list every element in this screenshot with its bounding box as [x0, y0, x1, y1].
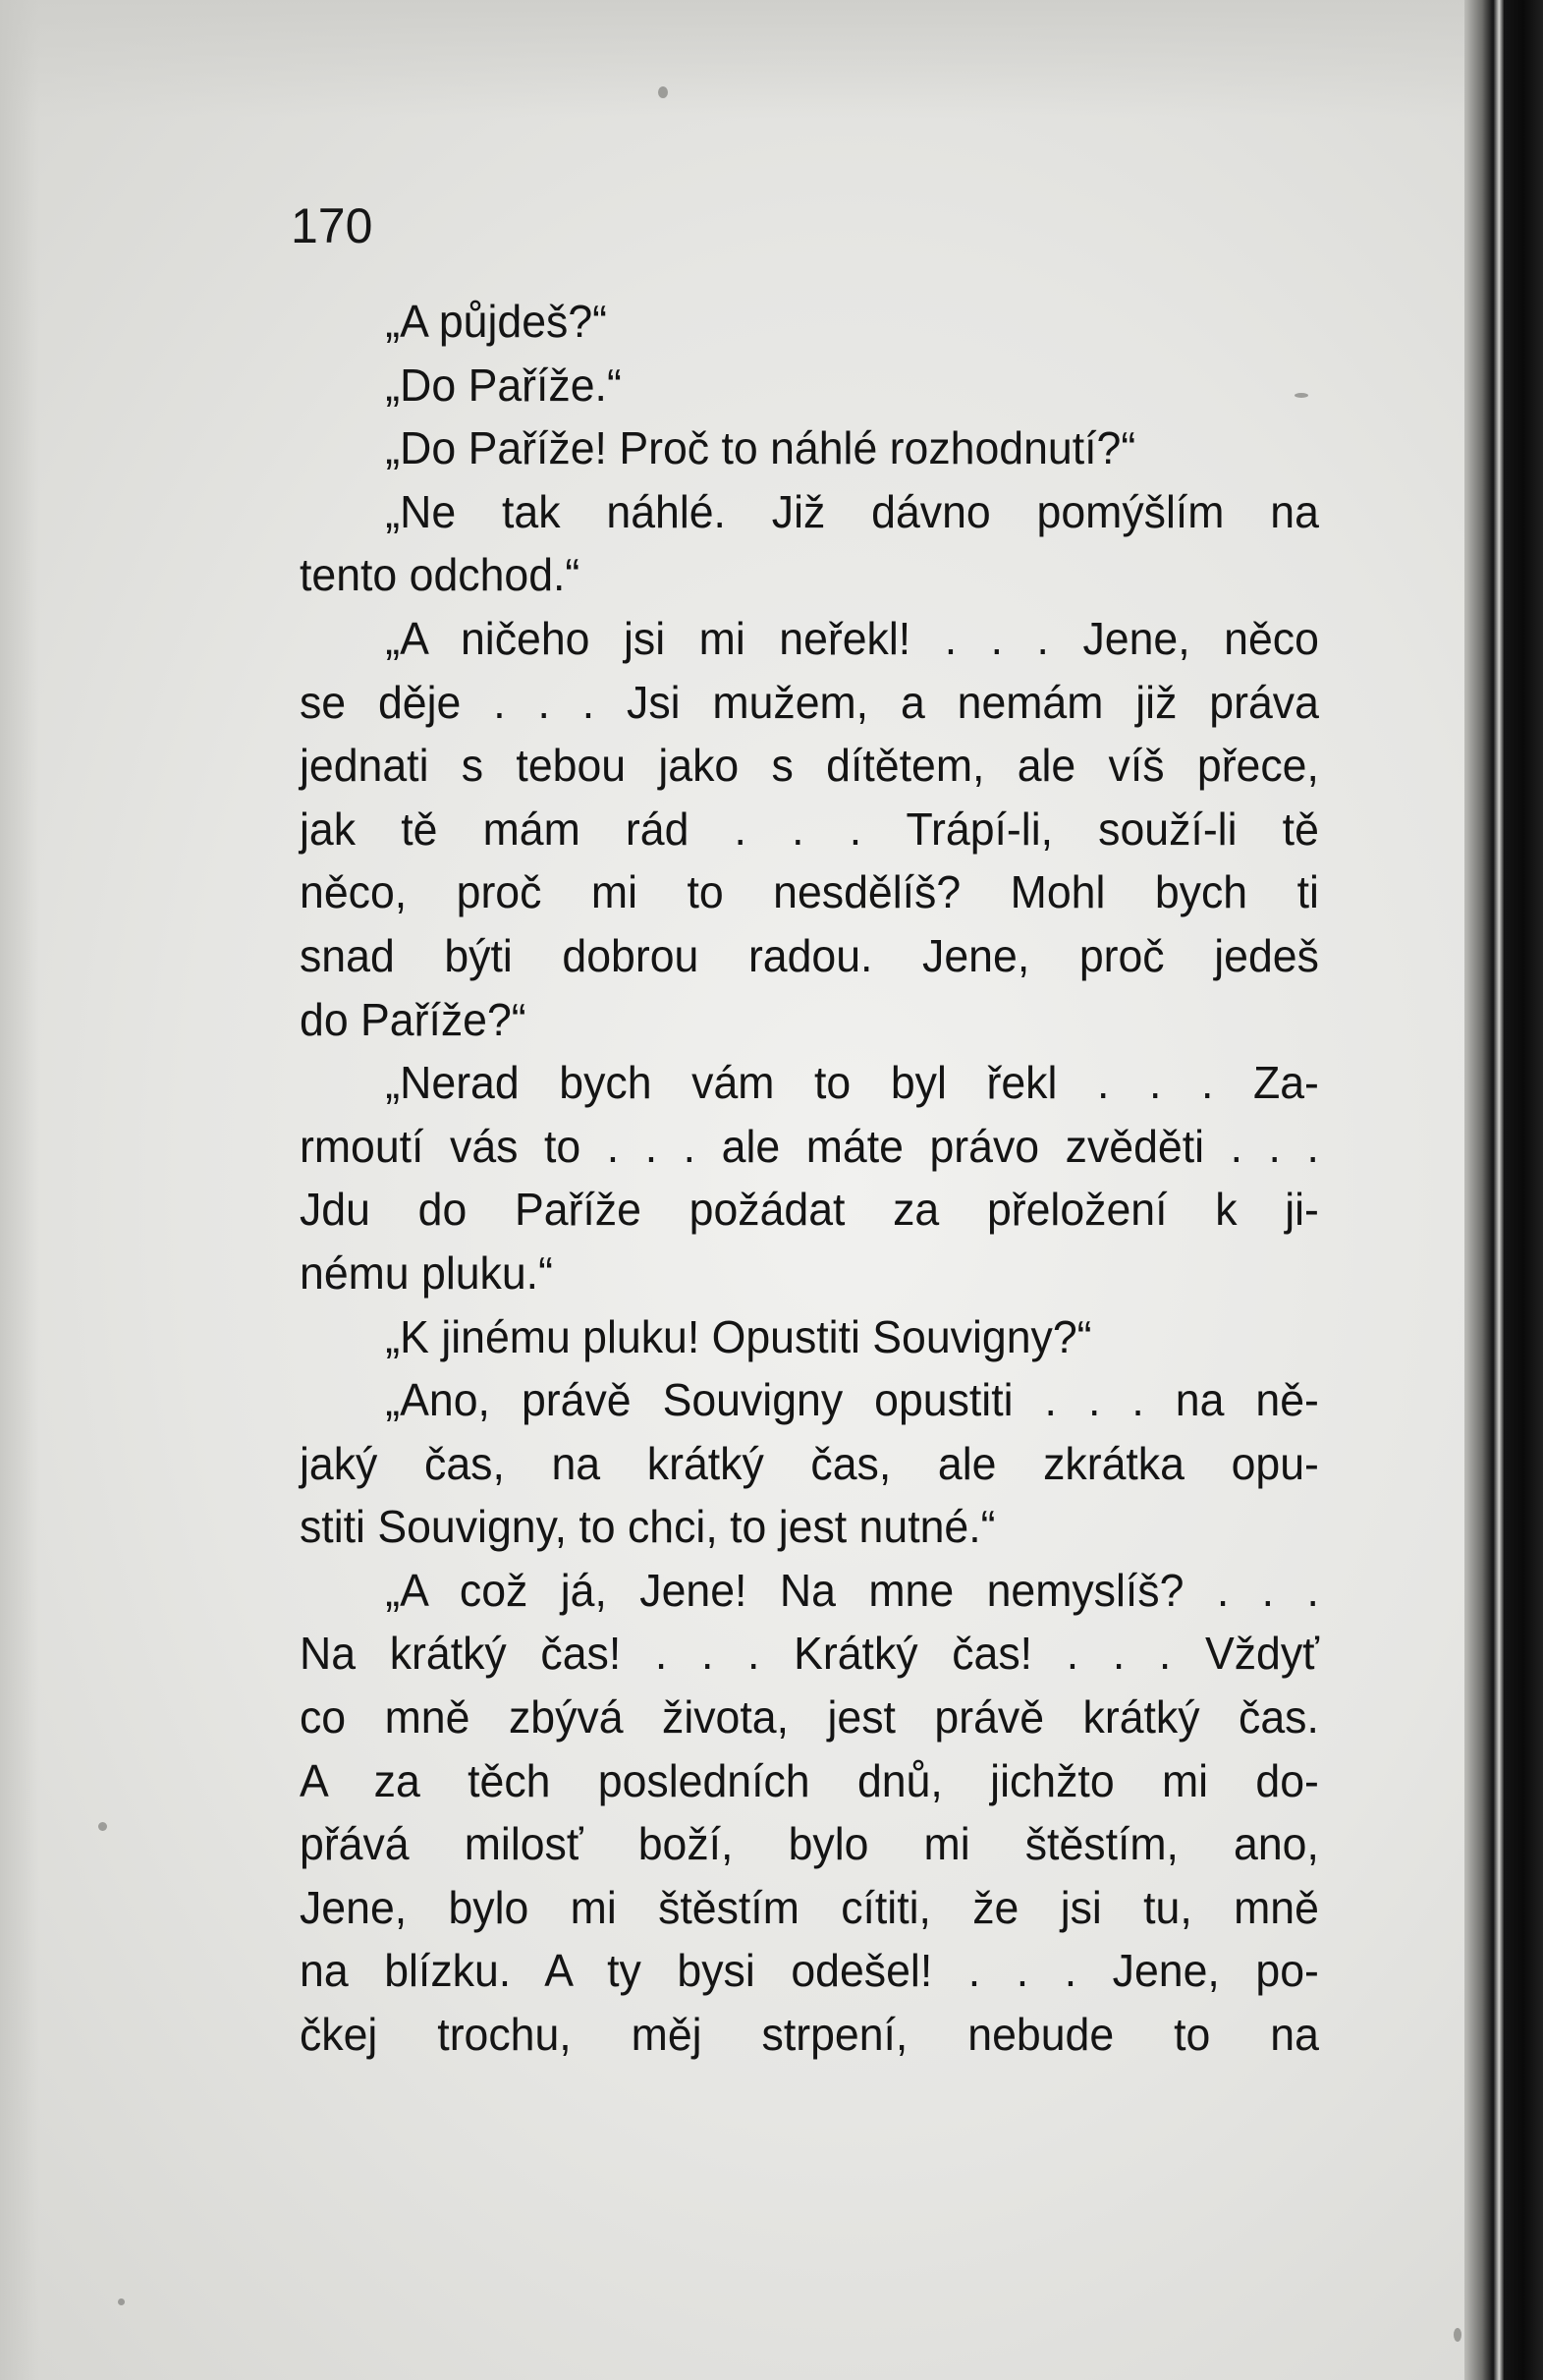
text-line: „A půjdeš?“	[385, 296, 608, 347]
page-number: 170	[291, 198, 373, 253]
text-line: „A ničeho jsi mi neřekl! . . . Jene, něco	[385, 612, 1319, 664]
text-line: jak tě mám rád . . . Trápí-li, souží-li tě	[300, 803, 1319, 855]
paper-speck	[118, 2298, 125, 2305]
text-line: co mně zbývá života, jest právě krátký čas.	[300, 1691, 1319, 1743]
text-line: nému pluku.“	[300, 1246, 553, 1299]
text-line: tento odchod.“	[300, 549, 580, 601]
text-line: Na krátký čas! . . . Krátký čas! . . . Vždyť	[300, 1628, 1319, 1680]
text-line: čkej trochu, měj strpení, nebude to na	[300, 2009, 1319, 2061]
paper-speck	[658, 86, 668, 98]
text-line: „A což já, Jene! Na mne nemyslíš? . . .	[385, 1564, 1319, 1616]
text-line: „Do Paříže.“	[385, 359, 622, 411]
text-line: do Paříže?“	[300, 993, 526, 1045]
body-text	[300, 290, 1350, 2067]
page-shading-top	[0, 0, 1473, 118]
text-line: něco, proč mi to nesdělíš? Mohl bych ti	[300, 866, 1319, 918]
text-line: jaký čas, na krátký čas, ale zkrátka opu-	[300, 1437, 1319, 1489]
text-line: snad býti dobrou radou. Jene, proč jedeš	[300, 929, 1319, 981]
book-binding-edge	[1464, 0, 1543, 2380]
paper-speck	[1454, 2328, 1461, 2342]
text-line: rmoutí vás to . . . ale máte právo zvěděti . . .	[300, 1120, 1319, 1172]
text-line: „Do Paříže! Proč to náhlé rozhodnutí?“	[385, 422, 1136, 474]
text-line: „Nerad bych vám to byl řekl . . . Za-	[385, 1057, 1319, 1109]
page-shading-left	[0, 0, 39, 2380]
paper-speck	[98, 1822, 107, 1831]
binding-highlight	[1494, 0, 1504, 2380]
text-line: Jene, bylo mi štěstím cítiti, že jsi tu, mně	[300, 1881, 1319, 1933]
text-line: se děje . . . Jsi mužem, a nemám již práva	[300, 676, 1319, 728]
text-line: Jdu do Paříže požádat za přeložení k ji-	[300, 1184, 1319, 1236]
text-line: přává milosť boží, bylo mi štěstím, ano,	[300, 1818, 1319, 1870]
text-line: „Ne tak náhlé. Již dávno pomýšlím na	[385, 485, 1319, 537]
text-line: „K jinému pluku! Opustiti Souvigny?“	[385, 1310, 1092, 1362]
text-line: A za těch posledních dnů, jichžto mi do-	[300, 1754, 1319, 1806]
text-line: jednati s tebou jako s dítětem, ale víš přece,	[300, 740, 1319, 792]
text-line: „Ano, právě Souvigny opustiti . . . na ně-	[385, 1374, 1319, 1426]
text-line: stiti Souvigny, to chci, to jest nutné.“	[300, 1501, 996, 1553]
text-line: na blízku. A ty bysi odešel! . . . Jene, po-	[300, 1945, 1319, 1997]
